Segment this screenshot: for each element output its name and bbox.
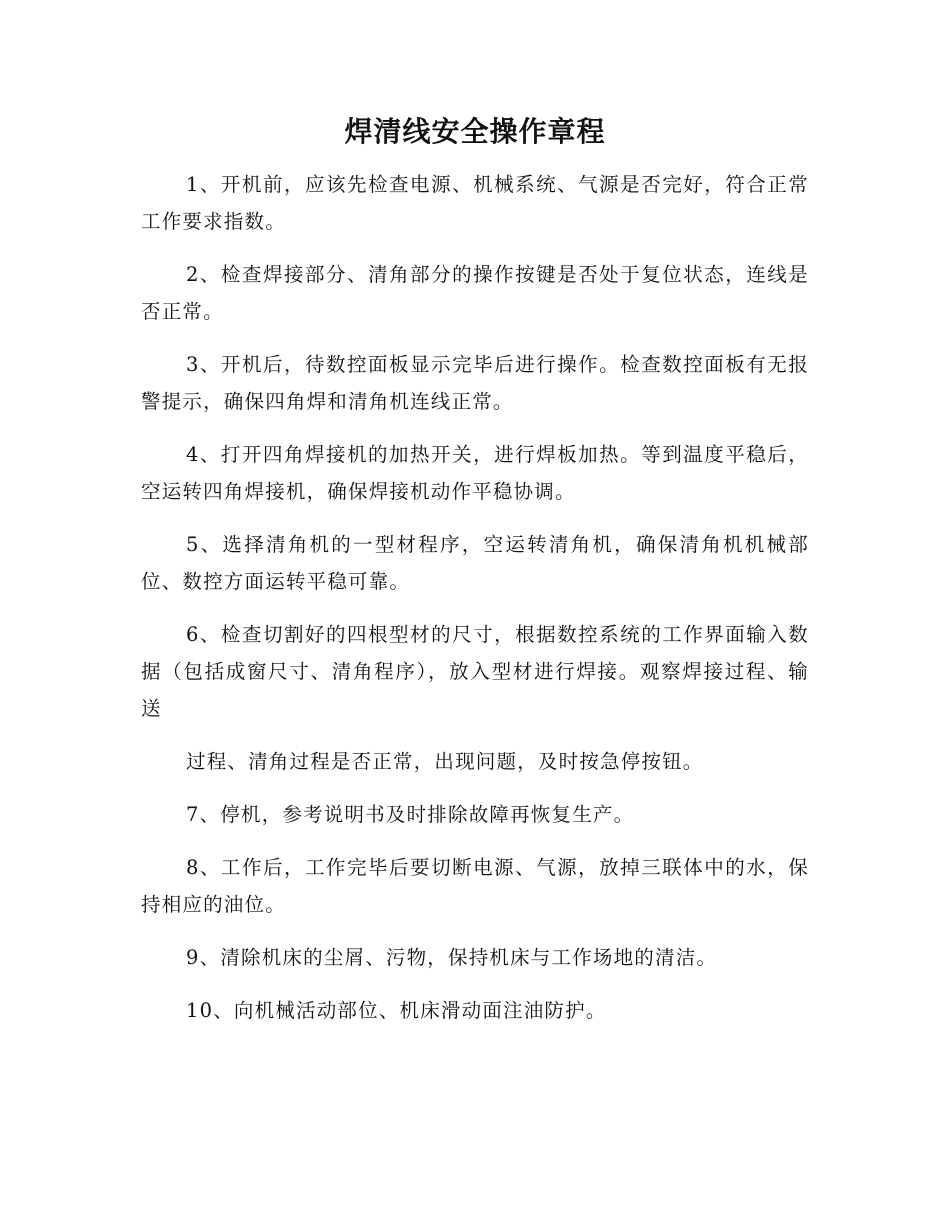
paragraph-4: 4、打开四角焊接机的加热开关，进行焊板加热。等到温度平稳后，空运转四角焊接机，确保焊接机动作平稳协调。 bbox=[141, 443, 809, 503]
document-body bbox=[141, 166, 809, 1045]
paragraph-6: 6、检查切割好的四根型材的尺寸，根据数控系统的工作界面输入数据（包括成窗尺寸、清角程序），放入型材进行焊接。观察焊接过程、输 送 bbox=[141, 623, 809, 720]
paragraph-6-continued: 过程、清角过程是否正常，出现问题，及时按急停按钮。 bbox=[186, 750, 704, 773]
paragraph-2: 2、检查焊接部分、清角部分的操作按键是否处于复位状态，连线是否正常。 bbox=[141, 263, 809, 323]
paragraph-7: 7、停机，参考说明书及时排除故障再恢复生产。 bbox=[186, 803, 635, 826]
paragraph-5: 5、选择清角机的一型材程序，空运转清角机，确保清角机机械部位、数控方面运转平稳可靠。 bbox=[141, 533, 809, 593]
paragraph-3: 3、开机后，待数控面板显示完毕后进行操作。检查数控面板有无报警提示，确保四角焊和清角机连线正常。 bbox=[141, 353, 809, 413]
paragraph-8: 8、工作后，工作完毕后要切断电源、气源，放掉三联体中的水，保持相应的油位。 bbox=[141, 856, 809, 916]
paragraph-1: 1、开机前，应该先检查电源、机械系统、气源是否完好，符合正常工作要求指数。 bbox=[141, 173, 809, 233]
document-title: 焊清线安全操作章程 bbox=[344, 115, 606, 148]
paragraph-10: 10、向机械活动部位、机床滑动面注油防护。 bbox=[186, 999, 607, 1022]
paragraph-9: 9、清除机床的尘屑、污物，保持机床与工作场地的清洁。 bbox=[186, 946, 718, 969]
